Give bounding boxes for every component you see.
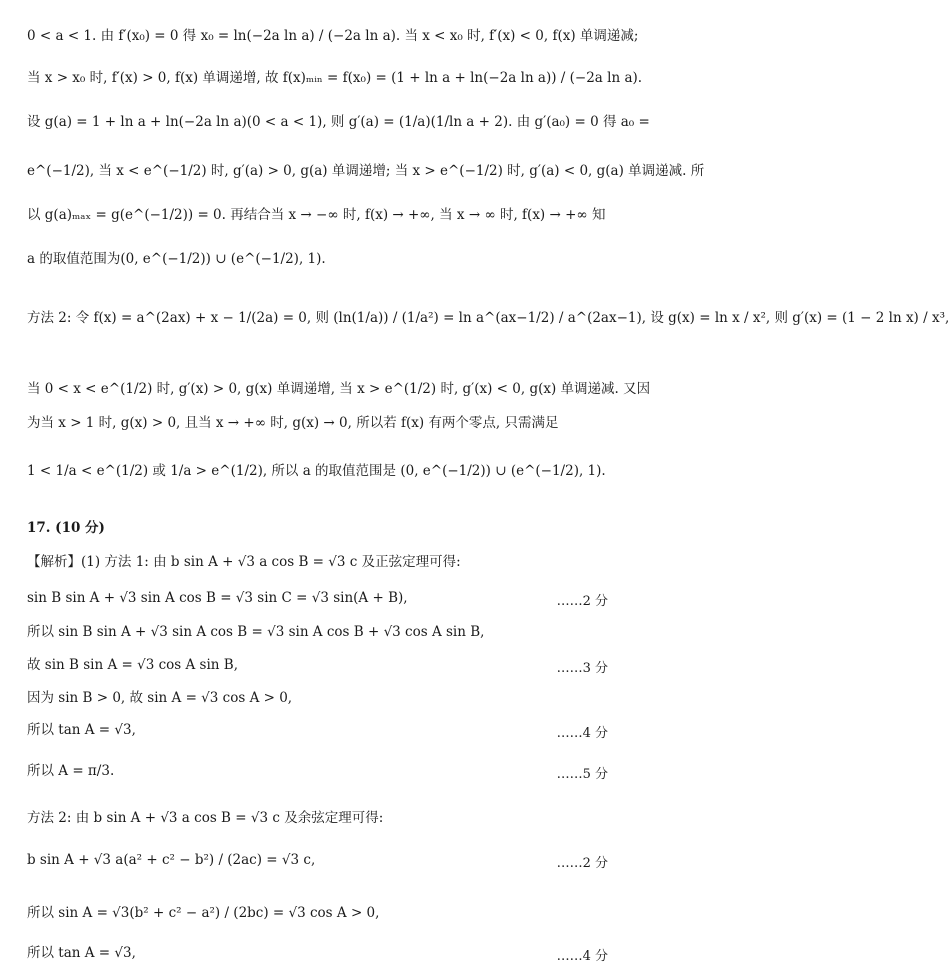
step-line-1: sin B sin A + √3 sin A cos B = √3 sin C = √3 sin(A + B),: [27, 590, 408, 606]
text-line-3: 设 g(a) = 1 + ln a + ln(−2a ln a)(0 < a < 1), 则 g′(a) = (1/a)(1/ln a + 2). 由 g′(a₀) = 0 得 a₀ =: [27, 114, 650, 130]
score-mark: ……3 分: [556, 661, 608, 676]
step-line-2: 所以 sin B sin A + √3 sin A cos B = √3 sin A cos B + √3 cos A sin B,: [27, 624, 485, 640]
step-line-4: 因为 sin B > 0, 故 sin A = √3 cos A > 0,: [27, 690, 293, 706]
text-line-8: 当 0 < x < e^(1/2) 时, g′(x) > 0, g(x) 单调递增, 当 x > e^(1/2) 时, g′(x) < 0, g(x) 单调递减. 又因: [27, 381, 651, 397]
score-mark: ……4 分: [556, 726, 608, 741]
score-mark: ……5 分: [556, 767, 608, 782]
text-line-9: 为当 x > 1 时, g(x) > 0, 且当 x → +∞ 时, g(x) → 0, 所以若 f(x) 有两个零点, 只需满足: [27, 415, 559, 431]
method-2b-intro: 方法 2: 由 b sin A + √3 a cos B = √3 c 及余弦定理可得:: [27, 810, 384, 826]
text-line-1: 0 < a < 1. 由 f′(x₀) = 0 得 x₀ = ln(−2a ln a) / (−2a ln a). 当 x < x₀ 时, f′(x) < 0, f(x) 单调递减;: [27, 28, 639, 44]
step-line-7: b sin A + √3 a(a² + c² − b²) / (2ac) = √3 c,: [27, 852, 316, 868]
step-line-5: 所以 tan A = √3,: [27, 722, 136, 738]
score-mark: ……2 分: [556, 856, 608, 871]
text-line-4: e^(−1/2), 当 x < e^(−1/2) 时, g′(a) > 0, g(a) 单调递增; 当 x > e^(−1/2) 时, g′(a) < 0, g(a) 单调递减. 所: [27, 163, 705, 179]
text-line-10: 1 < 1/a < e^(1/2) 或 1/a > e^(1/2), 所以 a 的取值范围是 (0, e^(−1/2)) ∪ (e^(−1/2), 1).: [27, 463, 606, 479]
text-line-6: a 的取值范围为(0, e^(−1/2)) ∪ (e^(−1/2), 1).: [27, 251, 326, 267]
analysis-intro: 【解析】(1) 方法 1: 由 b sin A + √3 a cos B = √3 c 及正弦定理可得:: [27, 554, 461, 570]
step-line-3: 故 sin B sin A = √3 cos A sin B,: [27, 657, 238, 673]
score-mark: ……4 分: [556, 949, 608, 964]
score-mark: ……2 分: [556, 594, 608, 609]
step-line-9: 所以 tan A = √3,: [27, 945, 136, 961]
problem-17-heading: 17. (10 分): [27, 520, 105, 536]
method-2-intro: 方法 2: 令 f(x) = a^(2ax) + x − 1/(2a) = 0, 则 (ln(1/a)) / (1/a²) = ln a^(ax−1/2) / a^(2ax−1), 设 g(x) = ln x / x², 则 g′(x) = (1 − 2 ln x) / x³,: [27, 310, 949, 326]
step-line-8: 所以 sin A = √3(b² + c² − a²) / (2bc) = √3 cos A > 0,: [27, 905, 380, 921]
text-line-2: 当 x > x₀ 时, f′(x) > 0, f(x) 单调递增, 故 f(x)ₘᵢₙ = f(x₀) = (1 + ln a + ln(−2a ln a)) / (−2a ln a).: [27, 70, 643, 86]
step-line-6: 所以 A = π/3.: [27, 763, 115, 779]
text-line-5: 以 g(a)ₘₐₓ = g(e^(−1/2)) = 0. 再结合当 x → −∞ 时, f(x) → +∞, 当 x → ∞ 时, f(x) → +∞ 知: [27, 207, 606, 223]
